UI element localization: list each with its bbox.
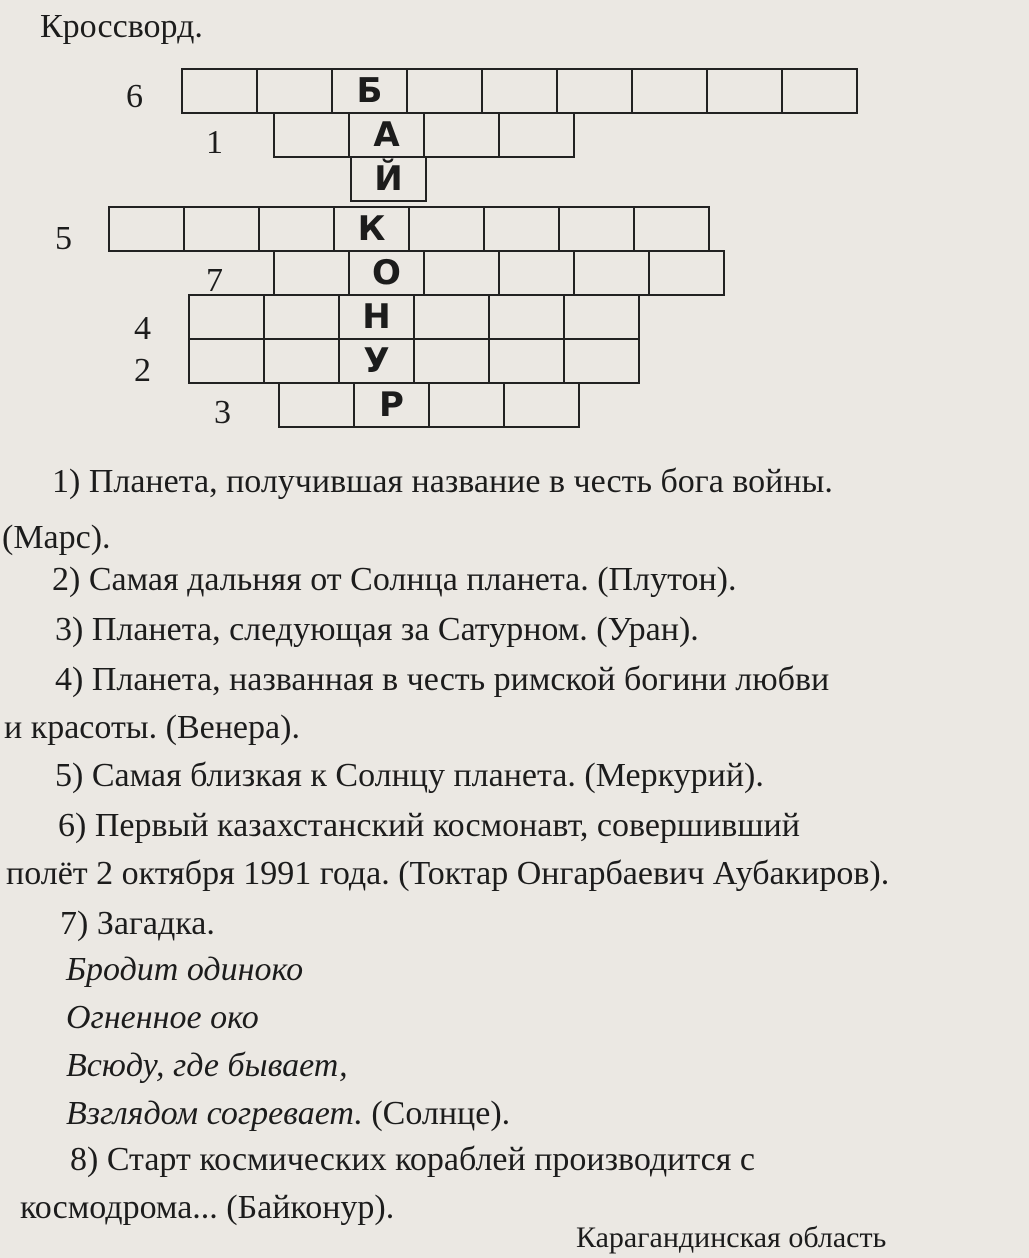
crossword-cell[interactable] [488, 338, 565, 384]
crossword-cell[interactable] [423, 112, 500, 158]
crossword-cell[interactable] [258, 206, 335, 252]
clue-6-line-1: 6) Первый казахстанский космонавт, совершивший [58, 807, 800, 844]
crossword-cell[interactable] [183, 206, 260, 252]
crossword-row-1 [273, 112, 575, 158]
crossword-cell[interactable] [631, 68, 708, 114]
crossword-cell[interactable] [648, 250, 725, 296]
crossword-key-cell[interactable]: У [338, 338, 415, 384]
crossword-row-3 [278, 382, 580, 428]
crossword-cell[interactable] [408, 206, 485, 252]
crossword-cell[interactable] [498, 250, 575, 296]
crossword-cell[interactable] [413, 338, 490, 384]
crossword-cell[interactable] [428, 382, 505, 428]
crossword-row-7 [273, 250, 725, 296]
crossword-cell[interactable] [483, 206, 560, 252]
crossword-cell[interactable] [556, 68, 633, 114]
crossword-key-cell[interactable]: О [348, 250, 425, 296]
row-number: 1 [206, 124, 223, 161]
row-number: 5 [55, 220, 72, 257]
row-number: 6 [126, 78, 143, 115]
crossword-cell[interactable] [256, 68, 333, 114]
crossword-cell[interactable] [263, 294, 340, 340]
crossword-key-cell[interactable]: Й [350, 156, 427, 202]
row-number: 2 [134, 352, 151, 389]
riddle-line-2: Огненное око [66, 999, 259, 1036]
crossword-cell[interactable] [406, 68, 483, 114]
crossword-key-cell[interactable]: А [348, 112, 425, 158]
riddle-line-3: Всюду, где бывает, [66, 1047, 348, 1084]
footer-fragment: Карагандинская область [576, 1221, 887, 1254]
crossword-cell[interactable] [413, 294, 490, 340]
crossword-column-cell-row [350, 156, 427, 202]
crossword-cell[interactable] [498, 112, 575, 158]
crossword-cell[interactable] [706, 68, 783, 114]
crossword-cell[interactable] [263, 338, 340, 384]
clue-8-line-1: 8) Старт космических кораблей производится с [70, 1141, 755, 1178]
clue-7: 7) Загадка. [60, 905, 215, 942]
crossword-row-6 [181, 68, 858, 114]
crossword-cell[interactable] [563, 294, 640, 340]
crossword-cell[interactable] [423, 250, 500, 296]
crossword-cell[interactable] [503, 382, 580, 428]
crossword-cell[interactable] [181, 68, 258, 114]
crossword-key-cell[interactable]: К [333, 206, 410, 252]
row-number: 3 [214, 394, 231, 431]
riddle-answer: (Солнце). [371, 1095, 511, 1132]
riddle-text: Взглядом согревает. [66, 1095, 363, 1132]
clue-3: 3) Планета, следующая за Сатурном. (Уран). [55, 611, 699, 648]
clue-1-line-1: 1) Планета, получившая название в честь бога войны. [52, 463, 833, 500]
crossword-row-4 [188, 294, 640, 340]
clue-1-line-2: (Марс). [2, 519, 111, 556]
crossword-cell[interactable] [781, 68, 858, 114]
clue-5: 5) Самая близкая к Солнцу планета. (Меркурий). [55, 757, 764, 794]
row-number: 4 [134, 310, 151, 347]
clue-6-line-2: полёт 2 октября 1991 года. (Токтар Онгарбаевич Аубакиров). [6, 855, 890, 892]
crossword-cell[interactable] [481, 68, 558, 114]
crossword-cell[interactable] [633, 206, 710, 252]
crossword-row-5 [108, 206, 710, 252]
crossword-cell[interactable] [278, 382, 355, 428]
clue-8-line-2: космодрома... (Байконур). [20, 1189, 395, 1226]
crossword-cell[interactable] [273, 112, 350, 158]
crossword-cell[interactable] [558, 206, 635, 252]
page-title: Кроссворд. [40, 8, 203, 45]
crossword-row-2 [188, 338, 640, 384]
crossword-cell[interactable] [188, 294, 265, 340]
clue-4-line-2: и красоты. (Венера). [4, 709, 300, 746]
riddle-line-1: Бродит одиноко [66, 951, 304, 988]
riddle-line-4 [66, 1094, 510, 1134]
crossword-cell[interactable] [488, 294, 565, 340]
crossword-cell[interactable] [188, 338, 265, 384]
clue-4-line-1: 4) Планета, названная в честь римской богини любви [55, 661, 830, 698]
crossword-cell[interactable] [108, 206, 185, 252]
crossword-cell[interactable] [573, 250, 650, 296]
crossword-cell[interactable] [563, 338, 640, 384]
crossword-cell[interactable] [273, 250, 350, 296]
crossword-key-cell[interactable]: Р [353, 382, 430, 428]
crossword-key-cell[interactable]: Б [331, 68, 408, 114]
row-number: 7 [206, 262, 223, 299]
crossword-key-cell[interactable]: Н [338, 294, 415, 340]
clue-2: 2) Самая дальняя от Солнца планета. (Плутон). [52, 561, 737, 598]
